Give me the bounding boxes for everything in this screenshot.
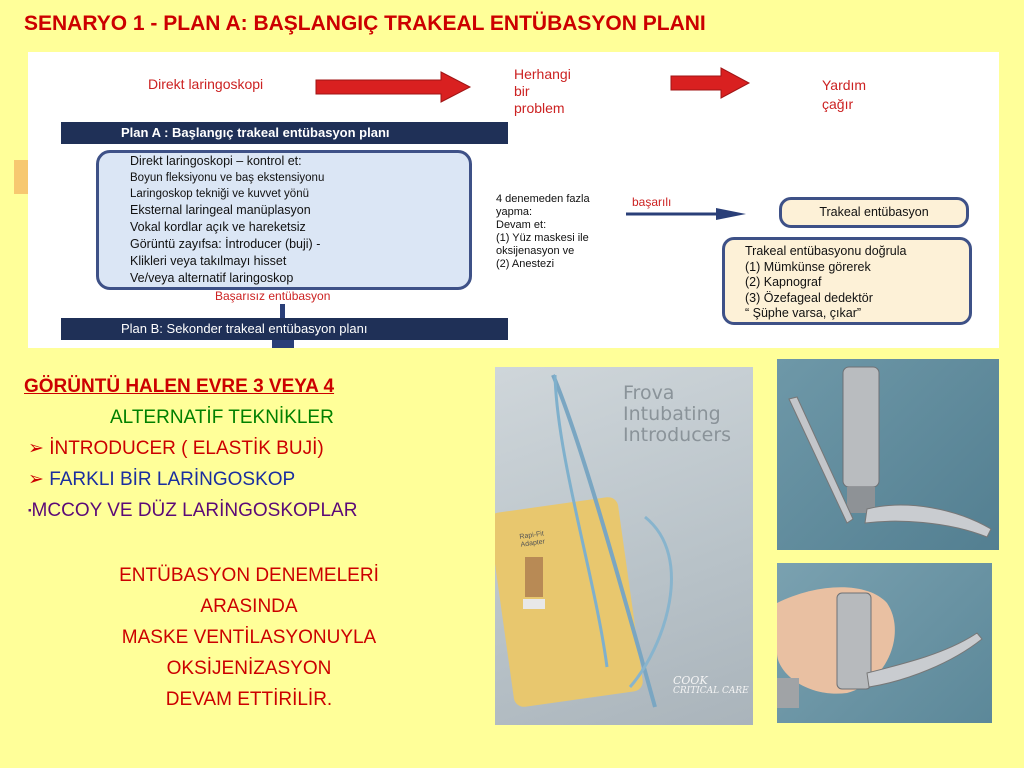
oxygenation-paragraph (24, 560, 474, 715)
left-subheading: ALTERNATİF TEKNİKLER (110, 407, 334, 428)
note-line: (1) Yüz maskesi ile (496, 232, 589, 244)
red-arrow-2 (671, 68, 749, 98)
card-line: Rapi-Fit (519, 530, 545, 541)
intubation-box-label: Trakeal entübasyon (819, 205, 929, 219)
red-arrow-1 (316, 72, 470, 102)
card-line: Adapter (520, 538, 546, 549)
confirm-item: (1) Mümkünse görerek (745, 259, 871, 274)
attempts-note (496, 193, 590, 271)
para-line: ARASINDA (200, 596, 298, 617)
frova-line: Frova (623, 382, 675, 404)
down-arrow-head (272, 340, 294, 348)
plan-a-item: Boyun fleksiyonu ve baş ekstensiyonu (130, 172, 325, 184)
laryngoscope-drawing (777, 359, 999, 550)
introducer-drawing (495, 367, 753, 725)
plan-a-item: Direkt laringoskopi – kontrol et: (130, 154, 302, 168)
note-line: yapma: (496, 206, 533, 218)
decorative-strip (14, 160, 28, 194)
plan-a-item: Laringoskop tekniği ve kuvvet yönü (130, 188, 309, 200)
problem-line: problem (514, 100, 565, 116)
problem-label (514, 66, 571, 117)
bullet-text: İNTRODUCER ( ELASTİK BUJİ) (49, 438, 324, 459)
laryngoscope-photo (777, 359, 999, 550)
problem-line: bir (514, 83, 530, 99)
brand-line: COOK (673, 674, 708, 687)
plan-a-item: Vokal kordlar açık ve hareketsiz (130, 220, 306, 234)
frova-line: Intubating (623, 403, 721, 425)
plan-b-header: Plan B: Sekonder trakeal entübasyon planı (61, 318, 508, 340)
hand-laryngoscope-photo (777, 563, 992, 723)
bullet-introducer (28, 437, 324, 460)
direct-laryngoscopy-label: Direkt laringoskopi (148, 76, 264, 92)
para-line: DEVAM ETTİRİLİR. (165, 689, 333, 710)
intubation-box (779, 197, 969, 228)
confirm-box (722, 237, 972, 325)
plan-a-item: Görüntü zayıfsa: İntroducer (buji) - (130, 237, 321, 251)
success-label: başarılı (632, 195, 672, 209)
bullet-text: MCCOY VE DÜZ LARİNGOSKOPLAR (31, 500, 358, 521)
cook-logo (673, 675, 749, 697)
slide-title: SENARYO 1 - PLAN A: BAŞLANGIÇ TRAKEAL ENTÜBASYON PLANI (24, 12, 706, 35)
bullet-mccoy (28, 500, 357, 522)
para-line: MASKE VENTİLASYONUYLA (121, 627, 377, 648)
bullet-laryngoscope (28, 468, 295, 491)
frova-introducer-photo (495, 367, 753, 725)
arrow-bullet-icon: ➢ (28, 438, 50, 459)
note-line: oksijenasyon ve (496, 245, 575, 257)
plan-a-item: Ve/veya alternatif laringoskop (130, 271, 294, 285)
plan-a-item: Klikleri veya takılmayı hisset (130, 254, 287, 268)
confirm-item: (3) Özefageal dedektör (745, 290, 873, 305)
plan-a-box (96, 150, 472, 290)
help-line: çağır (822, 96, 854, 112)
confirm-item: Trakeal entübasyonu doğrula (745, 244, 907, 258)
para-line: ENTÜBASYON DENEMELERİ (119, 565, 379, 586)
note-line: (2) Anestezi (496, 258, 555, 270)
failed-intubation-label: Başarısız entübasyon (215, 289, 331, 303)
square-bullet-icon: ▪ (28, 505, 32, 517)
success-arrow-head (716, 208, 746, 220)
call-help-label (822, 76, 866, 114)
help-line: Yardım (822, 77, 867, 93)
plan-a-header: Plan A : Başlangıç trakeal entübasyon planı (61, 122, 508, 144)
plan-a-list (130, 153, 324, 287)
brand-line: CRITICAL CARE (673, 686, 749, 696)
problem-line: Herhangi (514, 66, 571, 82)
flowchart-diagram (28, 52, 999, 348)
frova-line: Introducers (623, 424, 732, 446)
arrow-bullet-icon: ➢ (28, 469, 50, 490)
left-heading: GÖRÜNTÜ HALEN EVRE 3 VEYA 4 (24, 376, 335, 397)
note-line: Devam et: (496, 219, 547, 231)
bullet-text: FARKLI BİR LARİNGOSKOP (49, 469, 296, 490)
hand-drawing (777, 563, 992, 723)
plan-a-item: Eksternal laringeal manüplasyon (130, 203, 311, 217)
confirm-item: (2) Kapnograf (745, 275, 822, 289)
para-line: OKSİJENİZASYON (166, 658, 332, 679)
note-line: 4 denemeden fazla (496, 193, 590, 205)
down-arrow-shaft (280, 304, 285, 318)
confirm-list (745, 244, 906, 322)
confirm-item: “ Şüphe varsa, çıkar” (745, 306, 862, 320)
